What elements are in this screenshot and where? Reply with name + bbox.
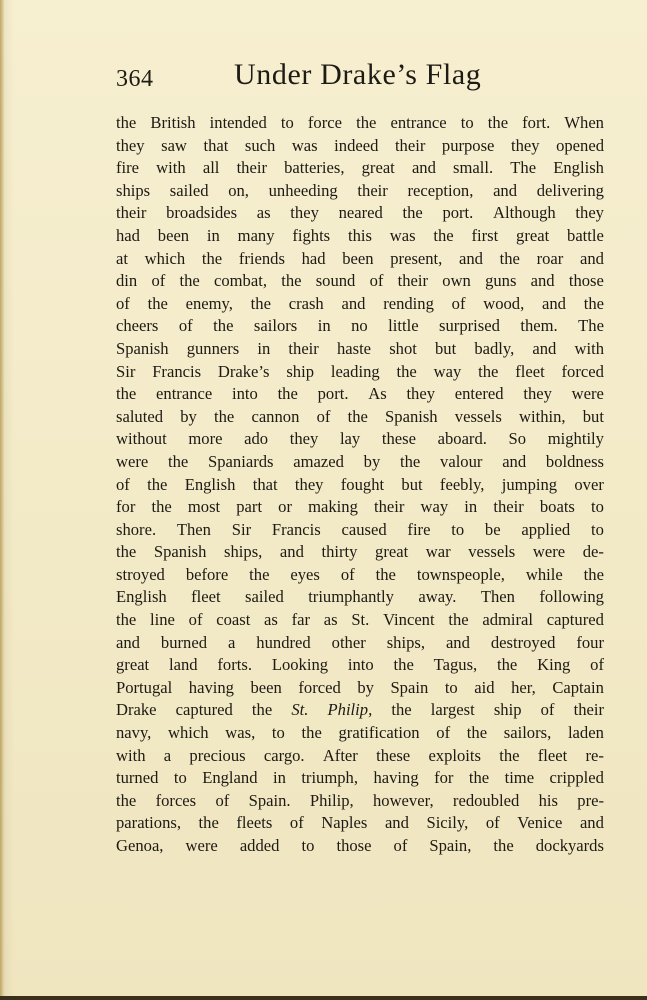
text-line: had been in many fights this was the first great battle [116,225,604,245]
text-line: shore. Then Sir Francis caused fire to be applied to [116,519,604,539]
text-line: Genoa, were added to those of Spain, the dockyards [116,836,604,855]
text-line: were the Spaniards amazed by the valour and boldness [116,451,604,471]
text-line: ships sailed on, unheeding their reception, and delivering [116,180,604,200]
text-line: the entrance into the port. As they entered they were [116,384,604,404]
text-line: the Spanish ships, and thirty great war vessels were de- [116,542,604,562]
running-title: Under Drake’s Flag [234,58,482,91]
text-line: Sir Francis Drake’s ship leading the way the fleet forced [116,361,604,381]
text-line: saluted by the cannon of the Spanish vessels within, but [116,406,604,426]
text-line: at which the friends had been present, and the roar and [116,248,604,268]
text-line: fire with all their batteries, great and small. The English [116,158,604,178]
text-line: din of the combat, the sound of their own guns and those [116,271,604,291]
text-line: Spanish gunners in their haste shot but badly, and with [116,338,604,358]
text-line: the British intended to force the entrance to the fort. When [116,113,604,132]
text-line: and burned a hundred other ships, and destroyed four [116,632,604,652]
text-line: with a precious cargo. After these exploits the fleet re- [116,745,604,765]
text-line: cheers of the sailors in no little surprised them. The [116,316,604,336]
page-spine-shadow [0,0,4,1000]
text-line: Portugal having been forced by Spain to aid her, Captain [116,677,604,697]
text-line: stroyed before the eyes of the townspeople, while the [116,564,604,584]
text-line: they saw that such was indeed their purpose they opened [116,135,604,155]
body-text [116,112,604,858]
text-line: their broadsides as they neared the port. Although they [116,203,604,223]
page-number: 364 [116,66,154,92]
text-line: of the English that they fought but feebly, jumping over [116,474,604,494]
text-line: the line of coast as far as St. Vincent the admiral captured [116,610,604,630]
page-header [116,58,606,102]
text-line: turned to England in triumph, having for the time crippled [116,768,604,788]
text-line: of the enemy, the crash and rending of wood, and the [116,293,604,313]
text-line: without more ado they lay these aboard. So mightily [116,429,604,449]
text-line: for the most part or making their way in their boats to [116,497,604,517]
text-line: Drake captured the St. Philip, the largest ship of their [116,700,604,720]
text-line: great land forts. Looking into the Tagus, the King of [116,655,604,675]
text-line: the forces of Spain. Philip, however, redoubled his pre- [116,790,604,810]
text-line: navy, which was, to the gratification of the sailors, laden [116,723,604,743]
text-line: English fleet sailed triumphantly away. Then following [116,587,604,607]
text-line: parations, the fleets of Naples and Sicily, of Venice and [116,813,604,833]
